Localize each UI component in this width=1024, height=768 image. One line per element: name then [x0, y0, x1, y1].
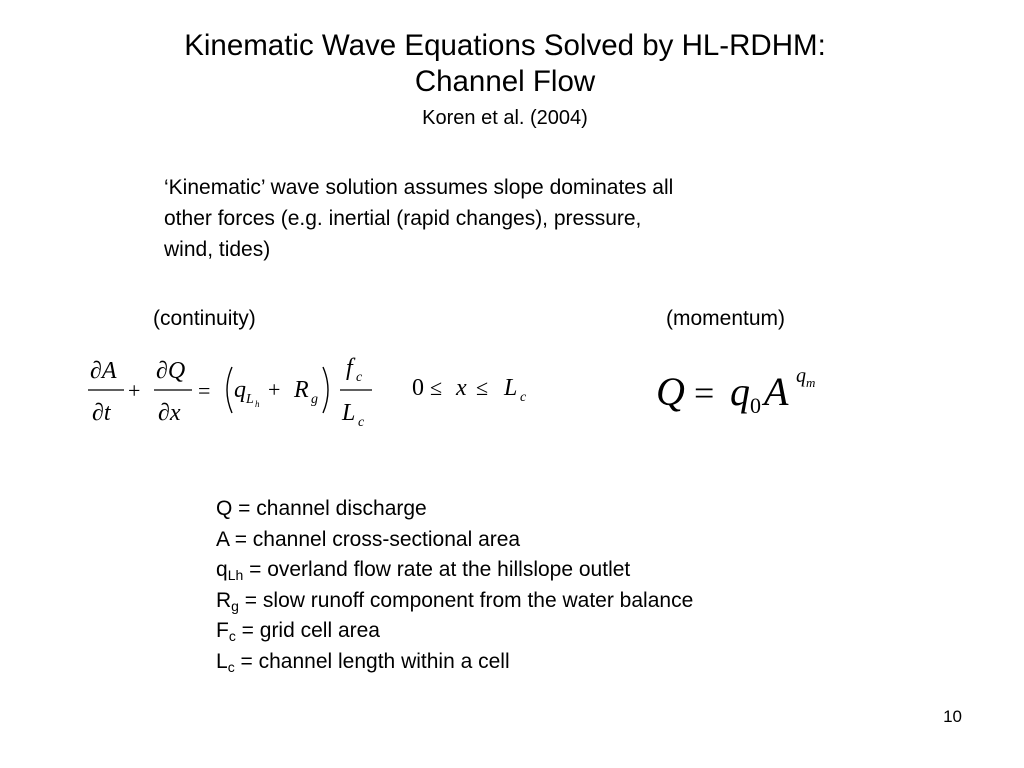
eq-q-sub-h: h: [255, 399, 260, 409]
eq-R: R: [294, 377, 309, 403]
variable-definitions: [216, 494, 693, 678]
definition-row: [216, 494, 693, 525]
eq-q: q: [234, 377, 246, 403]
eq-L-sub-c: c: [520, 390, 527, 405]
definition-text: = channel discharge: [232, 497, 427, 520]
definition-symbol: R: [216, 588, 232, 612]
momentum-label: (momentum): [666, 307, 786, 330]
eq-q0-sub: 0: [750, 393, 761, 418]
left-paren: [227, 367, 232, 413]
eq-f: f: [346, 355, 353, 381]
definition-row: [216, 525, 693, 556]
definition-row: [216, 616, 693, 647]
eq-equals: =: [694, 373, 715, 413]
continuity-label: (continuity): [153, 307, 256, 330]
definition-subscript: c: [227, 658, 235, 675]
definition-text: = overland flow rate at the hillslope outlet: [243, 558, 631, 582]
eq-exp-m: m: [806, 375, 816, 390]
slide-title-line-2: Channel Flow: [414, 65, 596, 98]
right-paren: [323, 367, 328, 413]
eq-L: L: [504, 375, 518, 401]
eq-plus: +: [128, 378, 141, 403]
definition-symbol: L: [216, 649, 228, 673]
eq-dt: ∂t: [92, 400, 111, 426]
eq-f-sub-c: c: [356, 370, 363, 385]
definition-symbol: A: [216, 527, 229, 551]
slide-title-line-1: Kinematic Wave Equations Solved by HL-RDHM:: [184, 29, 826, 62]
definition-subscript: g: [231, 597, 239, 614]
citation-subtitle: Koren et al. (2004): [422, 107, 588, 129]
definition-text: = channel cross-sectional area: [228, 527, 521, 551]
eq-q0: q: [730, 369, 750, 414]
definition-text: = grid cell area: [235, 619, 380, 643]
definition-row: [216, 555, 693, 586]
eq-x: x: [456, 375, 467, 401]
definition-text: = channel length within a cell: [234, 649, 510, 673]
definition-subscript: Lh: [227, 567, 244, 584]
eq-R-sub-g: g: [311, 392, 318, 407]
eq-leq: ≤: [430, 375, 443, 400]
eq-zero: 0: [412, 375, 424, 401]
definition-subscript: c: [228, 628, 236, 645]
momentum-equation: [650, 360, 840, 420]
kinematic-description: ‘Kinematic’ wave solution assumes slope dominates all other forces (e.g. inertial (rapid changes), pressure, wind, tides): [164, 176, 674, 261]
eq-exp-q: q: [796, 365, 806, 387]
definition-text: = slow runoff component from the water balance: [238, 588, 694, 612]
definition-row: [216, 647, 693, 678]
definition-row: [216, 586, 693, 617]
eq-L: L: [342, 400, 356, 426]
continuity-equation: [80, 345, 550, 440]
eq-L-sub-c: c: [358, 415, 365, 430]
eq-q-sub-L: L: [246, 392, 254, 407]
eq-dQ: ∂Q: [156, 358, 186, 384]
eq-dA: ∂A: [90, 358, 117, 384]
definition-symbol: Q: [216, 497, 233, 520]
eq-Q: Q: [656, 369, 685, 414]
eq-equals: =: [198, 378, 211, 403]
eq-A: A: [764, 369, 789, 414]
eq-leq: ≤: [476, 375, 489, 400]
definition-symbol: q: [216, 558, 228, 582]
definition-symbol: F: [216, 619, 229, 643]
page-number: 10: [943, 707, 962, 726]
eq-dx: ∂x: [158, 400, 181, 426]
eq-plus: +: [268, 377, 281, 402]
